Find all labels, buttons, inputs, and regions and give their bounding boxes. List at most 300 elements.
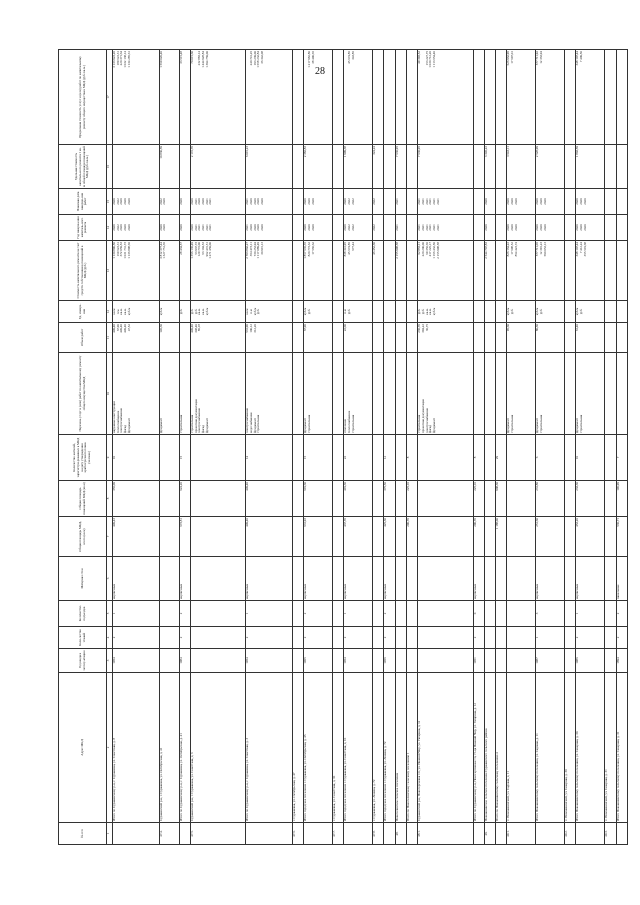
row-residents: 8 — [406, 435, 417, 481]
row-address: Итого по Суражевскому р-н, г. Суражевка, ул. Октябрьская, д. 41 — [179, 673, 190, 823]
table-row — [565, 50, 576, 845]
row-entrances: 1 — [344, 601, 373, 627]
row-entrances: 1 — [576, 601, 605, 627]
row-premises-area — [159, 481, 179, 517]
row-completion-year: 2020 2021 2021 2021 2021 2021 — [190, 215, 245, 241]
row-residents: 6 — [536, 435, 565, 481]
table-row — [484, 50, 495, 845]
row-unit: п.м руб. — [344, 301, 373, 323]
row-floors — [333, 627, 344, 649]
row-address: Итого городское поселение г. Суражевка, ул. Октябрьская, д. 45 — [304, 673, 333, 823]
row-wall-material — [406, 557, 417, 601]
row-unit: куб.м руб. — [536, 301, 565, 323]
row-residents: 15 — [179, 435, 190, 481]
row-cost: 2 155 998,58 — [395, 241, 406, 301]
row-limit-cost — [406, 50, 417, 145]
row-cost: 838 341,95 45 674,86 677,44 — [344, 241, 373, 301]
row-works-list: фундамент строительная — [304, 353, 333, 435]
table-row — [507, 50, 536, 845]
page-number: 28 — [315, 66, 325, 77]
row-year — [373, 649, 384, 673]
row-address: Суражевский р-н, Новосергиевка с/п, ул. Нижний Чир, ул. Гагарина, д. 12 — [418, 673, 473, 823]
row-volume — [616, 323, 627, 353]
row-total-area: 251,60 — [536, 517, 565, 557]
row-number — [384, 823, 395, 845]
row-planned-date: 2020 — [179, 189, 190, 215]
row-works-list — [333, 353, 344, 435]
row-entrances — [373, 601, 384, 627]
column-header: № п/п — [59, 823, 107, 845]
row-unit-cost — [616, 145, 627, 189]
row-volume — [333, 323, 344, 353]
column-number: 4 — [107, 627, 113, 649]
row-number — [113, 823, 160, 845]
row-limit-cost — [373, 50, 384, 145]
row-year — [159, 649, 179, 673]
row-year — [292, 649, 303, 673]
row-wall-material — [292, 557, 303, 601]
row-unit-cost — [473, 145, 484, 189]
row-premises-area: 419,30 — [344, 481, 373, 517]
row-number: 48. — [395, 823, 406, 845]
row-unit-cost — [565, 145, 576, 189]
row-entrances: 2 — [384, 601, 395, 627]
row-planned-date: 2020 2020 2020 — [536, 189, 565, 215]
row-volume: 80,30 — [536, 323, 565, 353]
row-year — [565, 649, 576, 673]
row-volume: 449,40 67,90 449,40 449,40 47,52 — [113, 323, 160, 353]
row-wall-material — [605, 557, 616, 601]
row-planned-date — [292, 189, 303, 215]
column-number: 10 — [107, 353, 113, 435]
row-wall-material: кирпичные — [576, 557, 605, 601]
row-number — [616, 823, 627, 845]
row-completion-year: 2020 2020 — [159, 215, 179, 241]
row-number: 47.8. — [373, 823, 384, 845]
row-wall-material — [395, 557, 406, 601]
row-volume — [179, 323, 190, 353]
row-unit — [395, 301, 406, 323]
row-unit-cost: 324,24 — [373, 145, 384, 189]
row-floors — [406, 627, 417, 649]
column-number: 1 — [107, 823, 113, 845]
row-unit-cost — [406, 145, 417, 189]
row-completion-year: 2020 — [484, 215, 495, 241]
row-address: Итого по Суражевскому р-н, г. Суражевка, ул. Советская, д. 3 — [246, 673, 293, 823]
row-unit: руб. руб. кв.м. кв.м. куб.м — [418, 301, 473, 323]
row-planned-date: 2020 2020 2020 — [576, 189, 605, 215]
column-number: 14 — [107, 215, 113, 241]
row-limit-cost: 240 741,26 193 239,00 1 658 232,84 36 342,08 — [246, 50, 293, 145]
row-entrances — [507, 601, 536, 627]
row-wall-material: кирпичные — [179, 557, 190, 601]
row-unit: куб.м руб. — [304, 301, 333, 323]
row-address: х. Новоаннинский, ул. Северная, д. 30 — [565, 673, 576, 823]
row-year: 1954 — [344, 649, 373, 673]
row-premises-area: 624,20 — [179, 481, 190, 517]
row-number — [179, 823, 190, 845]
column-number: 3 — [107, 649, 113, 673]
column-header: Коли-чество этажей — [59, 627, 107, 649]
row-completion-year: 2020 2020 2020 — [507, 215, 536, 241]
row-total-area — [190, 517, 245, 557]
row-volume — [384, 323, 395, 353]
row-total-area — [565, 517, 576, 557]
row-residents: 15 — [304, 435, 333, 481]
row-volume — [565, 323, 576, 353]
row-premises-area: 355,09 — [113, 481, 160, 517]
header-row — [59, 50, 107, 845]
row-entrances: 1 — [113, 601, 160, 627]
row-unit: руб. руб. кв.м. кв.м. куб.м — [190, 301, 245, 323]
row-floors — [395, 627, 406, 649]
row-total-area: 449,43 — [113, 517, 160, 557]
row-wall-material — [333, 557, 344, 601]
row-number: 49.3. — [605, 823, 616, 845]
column-number: 11 — [107, 323, 113, 353]
row-floors — [373, 627, 384, 649]
row-total-area — [159, 517, 179, 557]
row-planned-date: 2020 2021 2020 2020 2021 2021 — [190, 189, 245, 215]
row-cost: 3 812 377,44 1 327 751,36 — [159, 241, 179, 301]
row-residents — [373, 435, 384, 481]
row-total-area: 290,70 — [406, 517, 417, 557]
row-unit: куб.м руб. — [576, 301, 605, 323]
row-planned-date — [333, 189, 344, 215]
row-total-area: 536,71 — [616, 517, 627, 557]
row-unit: руб. — [179, 301, 190, 323]
row-volume: 146,30 — [159, 323, 179, 353]
row-total-area: 631,93 — [304, 517, 333, 557]
row-works-list — [473, 353, 484, 435]
row-cost — [333, 241, 344, 301]
row-completion-year — [333, 215, 344, 241]
row-total-area: 449,40 — [246, 517, 293, 557]
row-unit-cost: 2 528,99 — [536, 145, 565, 189]
row-wall-material — [190, 557, 245, 601]
row-entrances — [333, 601, 344, 627]
row-completion-year: 2020 2022 2020 2020 2020 — [113, 215, 160, 241]
column-header: Перечень услуг и (или) работ по капитальному ремонту общего имущества МКД — [59, 353, 107, 435]
column-header: Материал стен — [59, 557, 107, 601]
row-entrances: 0 — [473, 601, 484, 627]
row-planned-date — [496, 189, 507, 215]
row-floors: 2 — [616, 627, 627, 649]
row-cost — [565, 241, 576, 301]
row-entrances — [395, 601, 406, 627]
row-entrances — [292, 601, 303, 627]
row-limit-cost — [384, 50, 395, 145]
row-wall-material: кирпичные — [384, 557, 395, 601]
column-header: Предельная стоимость услуг и (или) работ по капитальному ремонту общего имущества в МКД (руб./кв.м.) — [59, 50, 107, 145]
row-number: 47.7. — [333, 823, 344, 845]
row-completion-year — [384, 215, 395, 241]
row-unit: кв.м п.м. кв.м. кв.м. куб.м — [113, 301, 160, 323]
row-unit-cost: 2 172,70 — [190, 145, 245, 189]
row-unit — [406, 301, 417, 323]
row-limit-cost: 49 393,52 153 227,75 1 030 712,20 1 113 654,40 — [418, 50, 473, 145]
row-year: 1956 — [384, 649, 395, 673]
row-works-list: отопление теплоснабжение строительная — [344, 353, 373, 435]
row-completion-year: 2020 2020 2020 — [304, 215, 333, 241]
row-works-list — [384, 353, 395, 435]
row-address: Всего по Новоаннинскому сельскому поселению 4 — [496, 673, 507, 823]
row-number — [344, 823, 373, 845]
row-works-list: электроснабжение водоснабжение фундамент строительная — [246, 353, 293, 435]
row-limit-cost — [333, 50, 344, 145]
table-row — [246, 50, 293, 845]
column-header: Количество подъездов — [59, 601, 107, 627]
column-number: 16 — [107, 145, 113, 189]
row-wall-material: кирпичные — [246, 557, 293, 601]
row-total-area: 453,20 — [576, 517, 605, 557]
row-unit: кв.м п.м куб.м руб. — [246, 301, 293, 323]
column-number: 15 — [107, 189, 113, 215]
column-header: Объем работ — [59, 323, 107, 353]
row-unit-cost — [333, 145, 344, 189]
row-residents — [159, 435, 179, 481]
row-residents — [565, 435, 576, 481]
row-volume: 67,90 — [304, 323, 333, 353]
row-limit-cost: 1 569 020,40 — [159, 50, 179, 145]
row-residents — [190, 435, 245, 481]
row-residents: 10 — [576, 435, 605, 481]
row-unit — [605, 301, 616, 323]
row-works-list — [616, 353, 627, 435]
column-header: Удельная стоимость капиталь-ного ремонта 1 кв. м общей площади помещений МКД (руб./кв.м.) — [59, 145, 107, 189]
row-residents: 10 — [113, 435, 160, 481]
row-cost — [473, 241, 484, 301]
row-planned-date: 2020 2022 2022 — [344, 189, 373, 215]
row-entrances — [605, 601, 616, 627]
row-unit — [333, 301, 344, 323]
row-premises-area: 375,50 — [384, 481, 395, 517]
table-row — [333, 50, 344, 845]
row-number — [246, 823, 293, 845]
row-entrances: 3 — [536, 601, 565, 627]
column-header: Стоимость капитального ремонта за счет средств собственников помещений в МКД (руб.) — [59, 241, 107, 301]
row-entrances — [190, 601, 245, 627]
row-year — [484, 649, 495, 673]
row-address: Суражевский р-н, г. Суражевка, ул. Советская, д. 3 — [190, 673, 245, 823]
row-residents — [605, 435, 616, 481]
row-planned-date — [605, 189, 616, 215]
row-floors: 2 — [304, 627, 333, 649]
row-number: 49.1. — [507, 823, 536, 845]
row-cost — [292, 241, 303, 301]
row-floors: 2 — [384, 627, 395, 649]
row-entrances — [406, 601, 417, 627]
column-number: 12 — [107, 301, 113, 323]
table-row — [395, 50, 406, 845]
row-planned-date: 2020 2020 2020 — [507, 189, 536, 215]
row-wall-material — [484, 557, 495, 601]
row-number: 47.5. — [190, 823, 245, 845]
row-floors — [605, 627, 616, 649]
table-row — [536, 50, 565, 845]
column-header: Плановая дата заверше-ния работ — [59, 189, 107, 215]
row-address: Итого городское поселение г. Суражевка, ул. Советская, д. 10 — [344, 673, 373, 823]
row-residents — [418, 435, 473, 481]
row-floors: 2 — [344, 627, 373, 649]
row-planned-date: 2021 2020 2020 2020 2020 — [246, 189, 293, 215]
row-wall-material — [418, 557, 473, 601]
row-volume — [292, 323, 303, 353]
row-planned-date — [384, 189, 395, 215]
table-row — [373, 50, 384, 845]
row-planned-date: 2022 — [373, 189, 384, 215]
row-cost: 826 164,22 17 698,52 864 423,74 — [507, 241, 536, 301]
row-address: Новоселинское сельское поселение — [395, 673, 406, 823]
row-volume: 95,60 — [507, 323, 536, 353]
row-works-list: наружные конструкции теплоснабжение электроснабжение фасад фундамент — [113, 353, 160, 435]
row-premises-area — [605, 481, 616, 517]
row-premises-area: 196,99 — [616, 481, 627, 517]
row-completion-year: 2020 2020 2020 — [576, 215, 605, 241]
row-address: Итого по Суражевскому р-н, г. Суражевка, ул. Советская, д. 8 — [113, 673, 160, 823]
row-residents: 12 — [384, 435, 395, 481]
row-year: 1954 — [113, 649, 160, 673]
row-unit-cost — [292, 145, 303, 189]
row-residents — [333, 435, 344, 481]
row-floors: 2 — [179, 627, 190, 649]
row-address: х. Новоаннинский, ул. Садовая, д. 11 — [507, 673, 536, 823]
row-unit-cost — [384, 145, 395, 189]
row-limit-cost — [484, 50, 495, 145]
row-completion-year — [616, 215, 627, 241]
row-floors — [507, 627, 536, 649]
row-volume — [484, 323, 495, 353]
row-entrances — [159, 601, 179, 627]
row-entrances — [418, 601, 473, 627]
row-wall-material: кирпичные — [344, 557, 373, 601]
row-works-list — [395, 353, 406, 435]
row-address: Итого Новоаннинскому сельскому поселению, ул. Северная, д. 30 — [576, 673, 605, 823]
row-total-area: 290,70 — [473, 517, 484, 557]
row-residents — [292, 435, 303, 481]
row-premises-area — [395, 481, 406, 517]
row-limit-cost — [292, 50, 303, 145]
row-cost: 1 857 635,35 820 773,32 17 566,62 — [304, 241, 333, 301]
row-premises-area: 908,30 — [496, 481, 507, 517]
row-year: 1984 — [179, 649, 190, 673]
row-works-list — [373, 353, 384, 435]
row-address: Суражевский р-н, г. Суражевка, ул. Октябрьская, д. 41 — [159, 673, 179, 823]
row-wall-material: кирпичные — [113, 557, 160, 601]
row-entrances: 1 — [246, 601, 293, 627]
row-works-list — [605, 353, 616, 435]
row-unit: куб.м руб. — [507, 301, 536, 323]
row-cost — [605, 241, 616, 301]
row-total-area: 437,70 — [344, 517, 373, 557]
row-limit-cost: 33 515,48 — [179, 50, 190, 145]
row-address: г. Суражевка, ул. Советская, д. 10 — [333, 673, 344, 823]
column-header: Общая площадь МКД, всего (кв.м) — [59, 517, 107, 557]
row-works-list: фундамент строительная — [507, 353, 536, 435]
row-wall-material — [496, 557, 507, 601]
row-unit-cost — [496, 145, 507, 189]
row-address: г. Суражевка, ул. Ленина, д. 72 — [373, 673, 384, 823]
row-number — [406, 823, 417, 845]
row-volume — [473, 323, 484, 353]
row-completion-year: 2021 — [395, 215, 406, 241]
row-unit — [384, 301, 395, 323]
row-entrances: 2 — [616, 601, 627, 627]
row-total-area — [484, 517, 495, 557]
row-premises-area — [484, 481, 495, 517]
row-cost: 348 107,44 7 412,24 355 519,68 — [576, 241, 605, 301]
row-floors — [496, 627, 507, 649]
row-unit-cost — [605, 145, 616, 189]
row-entrances — [565, 601, 576, 627]
row-year — [190, 649, 245, 673]
column-number: 7 — [107, 517, 113, 557]
column-header: Ед. измере-ния — [59, 301, 107, 323]
row-year — [496, 649, 507, 673]
row-planned-date — [473, 189, 484, 215]
row-floors: 2 — [576, 627, 605, 649]
row-number: 48.1. — [418, 823, 473, 845]
row-floors — [565, 627, 576, 649]
row-year — [418, 649, 473, 673]
row-volume — [395, 323, 406, 353]
row-address: Итого городское поселение г. Суражевка, ул. Ленина, д. 72 — [384, 673, 395, 823]
column-number: 8 — [107, 481, 113, 517]
row-number — [576, 823, 605, 845]
column-header: Общая площадь помещений МКД (кв.м) — [59, 481, 107, 517]
table-row — [344, 50, 373, 845]
row-volume — [406, 323, 417, 353]
table-row — [384, 50, 395, 845]
row-floors — [418, 627, 473, 649]
row-cost — [406, 241, 417, 301]
row-volume — [373, 323, 384, 353]
row-floors — [159, 627, 179, 649]
row-year — [395, 649, 406, 673]
row-cost: 1 130 890,50 169 623,31 372 059,53 1 031 731,73 1 136 898,66 — [113, 241, 160, 301]
row-number: 49. — [484, 823, 495, 845]
row-premises-area: 231,80 — [536, 481, 565, 517]
row-residents: 14 — [246, 435, 293, 481]
row-works-list: строительная проектная документация электроснабжение фасад фундамент — [190, 353, 245, 435]
row-premises-area — [333, 481, 344, 517]
row-year — [333, 649, 344, 673]
row-year: 1987 — [536, 649, 565, 673]
row-wall-material: кирпичные — [536, 557, 565, 601]
row-planned-date: 2020 — [484, 189, 495, 215]
row-cost: 46 452,30 — [373, 241, 384, 301]
row-cost: 577 711,05 12 391,23 590 053,13 — [536, 241, 565, 301]
row-year — [507, 649, 536, 673]
row-premises-area — [292, 481, 303, 517]
row-unit-cost: 3 346,22 — [484, 145, 495, 189]
row-unit: куб.м — [159, 301, 179, 323]
row-total-area — [373, 517, 384, 557]
row-cost: 1 356 136,49 53 937,73 129 772,00 63 104,53 962 472,51 1 271 459,00 — [190, 241, 245, 301]
row-premises-area — [507, 481, 536, 517]
row-cost: 62 855,11 220 200,00 69 356,66 417 226,17 1 166 432,50 2 155 998,58 — [418, 241, 473, 301]
row-address: Итого Новоаннинскому сельскому поселению, ул. Северная, д. 31 — [616, 673, 627, 823]
row-number: 47.6. — [292, 823, 303, 845]
row-limit-cost — [395, 50, 406, 145]
row-total-area — [507, 517, 536, 557]
row-unit — [565, 301, 576, 323]
row-year — [605, 649, 616, 673]
table-row — [113, 50, 160, 845]
table-row — [418, 50, 473, 845]
row-planned-date: 2021 2021 2021 2021 2021 2021 — [418, 189, 473, 215]
row-limit-cost: 45 674,86 343,86 — [344, 50, 373, 145]
